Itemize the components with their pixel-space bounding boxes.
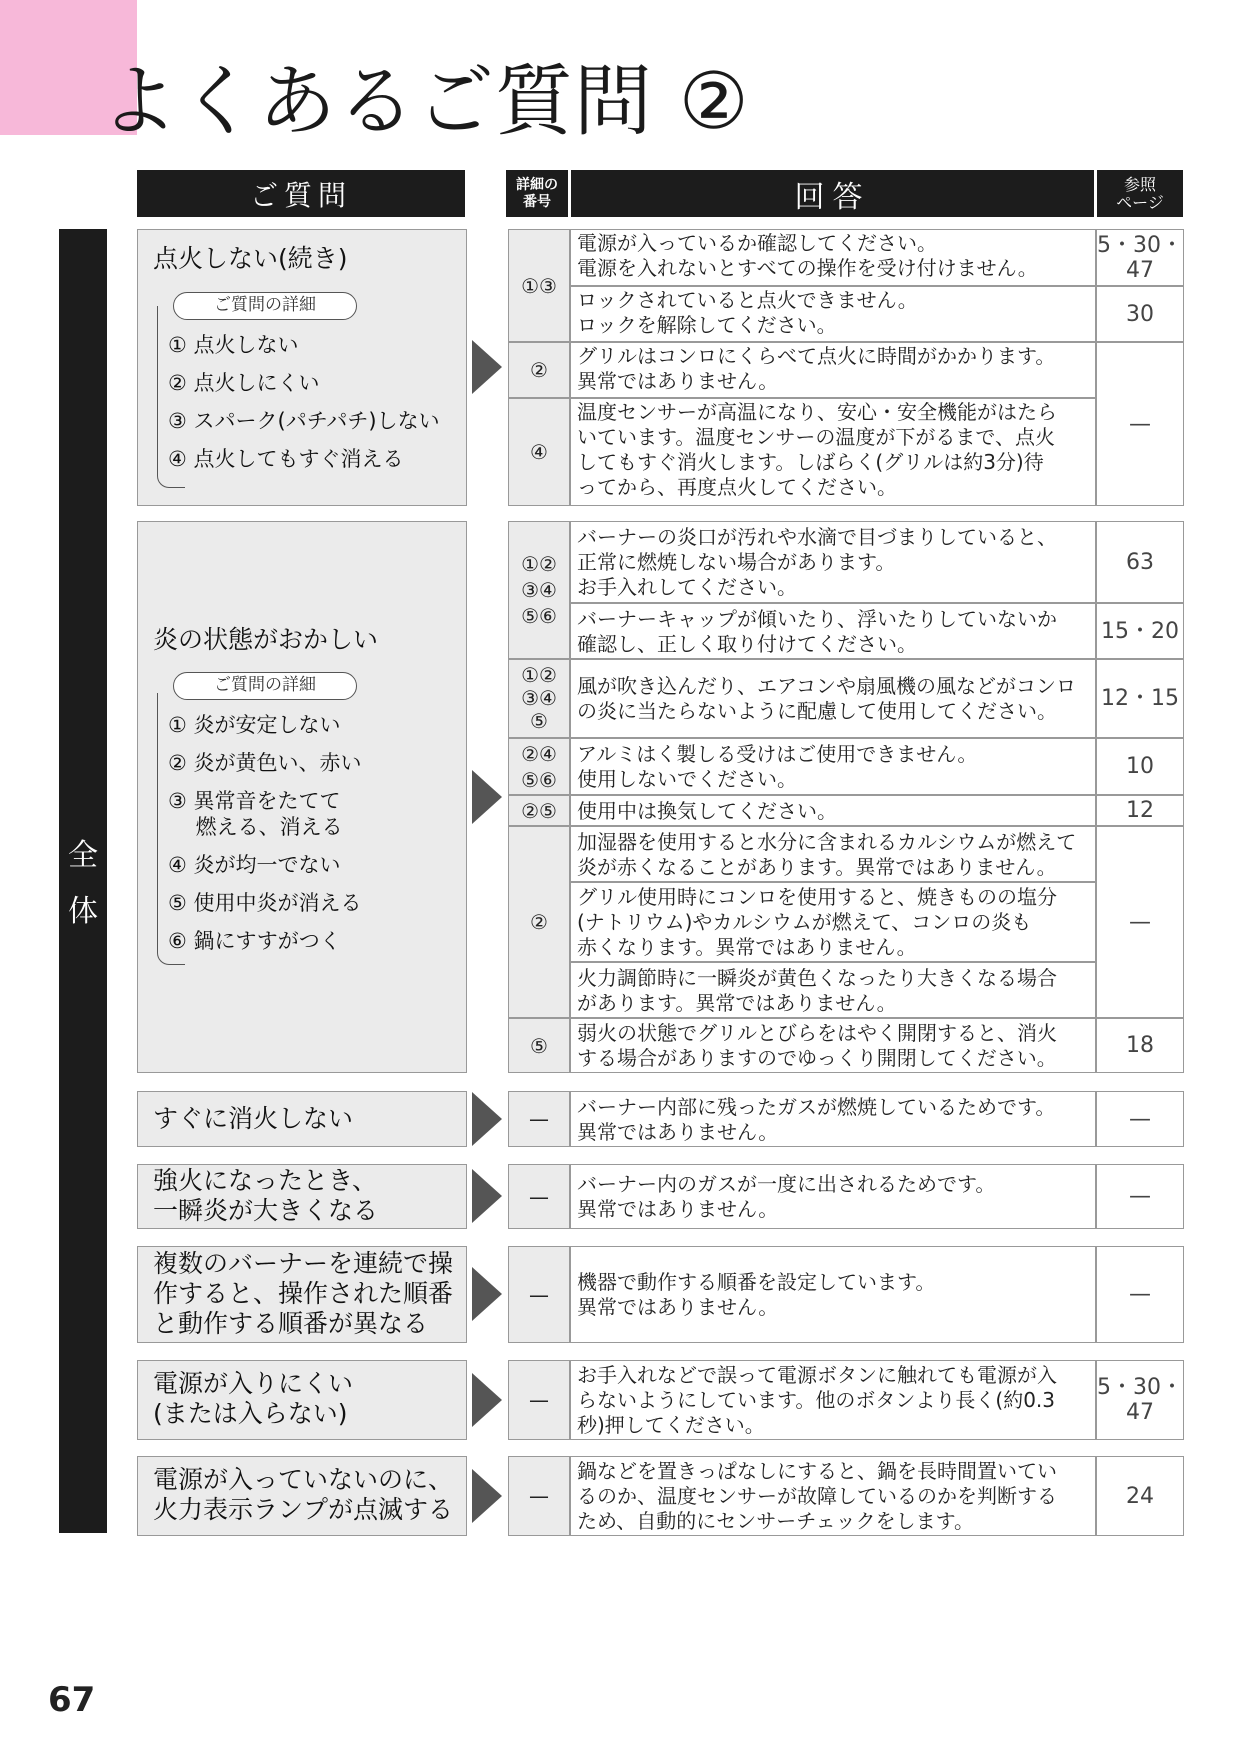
answer-cell: 弱火の状態でグリルとびらをはやく開閉すると、消火 する場合がありますのでゆっくり開閉してください。 — [570, 1018, 1096, 1073]
answer-cell: 火力調節時に一瞬炎が黄色くなったり大きくなる場合 があります。異常ではありません。 — [570, 962, 1096, 1018]
detail-number-cell: — — [508, 1456, 570, 1536]
answer-cell: バーナー内部に残ったガスが燃焼しているためです。 異常ではありません。 — [570, 1091, 1096, 1147]
answer-cell: バーナーキャップが傾いたり、浮いたりしていないか 確認し、正しく取り付けてください。 — [570, 603, 1096, 659]
ref-page-cell: — — [1096, 1164, 1184, 1229]
arrow-right-icon — [472, 1267, 502, 1321]
answer-cell: 鍋などを置きっぱなしにすると、鍋を長時間置いてい るのか、温度センサーが故障しているのかを判断する ため、自動的にセンサーチェックをします。 — [570, 1456, 1096, 1536]
answer-cell: 加湿器を使用すると水分に含まれるカルシウムが燃えて 炎が赤くなることがあります。異常ではありません。 — [570, 826, 1096, 882]
detail-item: ⑥ 鍋にすすがつく — [168, 929, 341, 953]
category-label: 全 体 — [68, 838, 98, 929]
detail-number-cell: ①② ③④ ⑤ — [508, 659, 570, 738]
ref-page-cell: 5・30・ 47 — [1096, 229, 1184, 286]
question-title: 点火しない(続き) — [153, 244, 348, 273]
answer-cell: 使用中は換気してください。 — [570, 795, 1096, 826]
question-title: すぐに消火しない — [153, 1104, 354, 1133]
header-detail-number: 詳細の 番号 — [506, 170, 568, 217]
arrow-right-icon — [472, 770, 502, 824]
answer-cell: 風が吹き込んだり、エアコンや扇風機の風などがコンロ の炎に当たらないように配慮して使用してください。 — [570, 659, 1096, 738]
answer-cell: ロックされていると点火できません。 ロックを解除してください。 — [570, 286, 1096, 342]
question-title: 炎の状態がおかしい — [153, 625, 379, 654]
ref-page-cell: 10 — [1096, 738, 1184, 795]
arrow-right-icon — [472, 1373, 502, 1427]
answer-cell: バーナーの炎口が汚れや水滴で目づまりしていると、 正常に燃焼しない場合があります。 お手入れしてください。 — [570, 521, 1096, 603]
ref-page-cell: — — [1096, 826, 1184, 1018]
detail-item: ⑤ 使用中炎が消える — [168, 891, 362, 915]
detail-number-cell: — — [508, 1091, 570, 1147]
question-title: 電源が入りにくい (または入らない) — [153, 1369, 354, 1428]
answer-cell: グリルはコンロにくらべて点火に時間がかかります。 異常ではありません。 — [570, 342, 1096, 398]
ref-page-cell: 24 — [1096, 1456, 1184, 1536]
ref-page-cell: 5・30・ 47 — [1096, 1360, 1184, 1440]
ref-page-cell: 63 — [1096, 521, 1184, 603]
ref-page-cell: 30 — [1096, 286, 1184, 342]
page-number: 67 — [48, 1680, 96, 1720]
detail-number-cell: ②④ ⑤⑥ — [508, 738, 570, 795]
answer-cell: 温度センサーが高温になり、安心・安全機能がはたら いています。温度センサーの温度が下がるまで、点火 してもすぐ消火します。しばらく(グリルは約3分)待 ってから、再度点火してください。 — [570, 398, 1096, 506]
page-title: よくあるご質問 ② — [100, 57, 750, 147]
question-title: 電源が入っていないのに、 火力表示ランプが点滅する — [153, 1465, 454, 1524]
detail-pill: ご質問の詳細 — [173, 672, 357, 700]
ref-page-cell: 15・20 — [1096, 603, 1184, 659]
detail-item: ④ 点火してもすぐ消える — [168, 447, 404, 471]
arrow-right-icon — [472, 340, 502, 394]
answer-cell: 機器で動作する順番を設定しています。 異常ではありません。 — [570, 1246, 1096, 1343]
detail-number-cell: — — [508, 1246, 570, 1343]
ref-page-cell: 18 — [1096, 1018, 1184, 1073]
ref-page-cell: — — [1096, 1246, 1184, 1343]
detail-number-cell: ①③ — [508, 229, 570, 342]
ref-page-cell: 12・15 — [1096, 659, 1184, 738]
detail-item: ④ 炎が均一でない — [168, 853, 341, 877]
header-question: ご質問 — [137, 170, 465, 217]
detail-item: ① 炎が安定しない — [168, 713, 341, 737]
ref-page-cell: 12 — [1096, 795, 1184, 826]
detail-number-cell: ② — [508, 342, 570, 398]
detail-item: ② 炎が黄色い、赤い — [168, 751, 362, 775]
detail-number-cell: ④ — [508, 398, 570, 506]
arrow-right-icon — [472, 1092, 502, 1146]
ref-page-cell: — — [1096, 342, 1184, 506]
header-answer: 回答 — [571, 170, 1094, 217]
arrow-right-icon — [472, 1469, 502, 1523]
detail-number-cell: ② — [508, 826, 570, 1018]
detail-number-cell: — — [508, 1164, 570, 1229]
question-title: 強火になったとき、 一瞬炎が大きくなる — [153, 1166, 379, 1225]
detail-number-cell: — — [508, 1360, 570, 1440]
answer-cell: グリル使用時にコンロを使用すると、焼きものの塩分 (ナトリウム)やカルシウムが燃えて、コンロの炎も 赤くなります。異常ではありません。 — [570, 882, 1096, 962]
ref-page-cell: — — [1096, 1091, 1184, 1147]
detail-item: ② 点火しにくい — [168, 371, 320, 395]
answer-cell: バーナー内のガスが一度に出されるためです。 異常ではありません。 — [570, 1164, 1096, 1229]
arrow-right-icon — [472, 1169, 502, 1223]
detail-number-cell: ⑤ — [508, 1018, 570, 1073]
answer-cell: アルミはく製しる受けはご使用できません。 使用しないでください。 — [570, 738, 1096, 795]
detail-number-cell: ①② ③④ ⑤⑥ — [508, 521, 570, 659]
question-title: 複数のバーナーを連続で操 作すると、操作された順番 と動作する順番が異なる — [153, 1249, 454, 1338]
detail-item: ① 点火しない — [168, 333, 299, 357]
detail-item: ③ 異常音をたてて 燃える、消える — [168, 789, 343, 839]
header-ref-page: 参照 ページ — [1097, 170, 1183, 217]
answer-cell: お手入れなどで誤って電源ボタンに触れても電源が入 らないようにしています。他のボタンより長く(約0.3 秒)押してください。 — [570, 1360, 1096, 1440]
detail-pill: ご質問の詳細 — [173, 292, 357, 320]
detail-item: ③ スパーク(パチパチ)しない — [168, 409, 440, 433]
detail-number-cell: ②⑤ — [508, 795, 570, 826]
answer-cell: 電源が入っているか確認してください。 電源を入れないとすべての操作を受け付けません。 — [570, 229, 1096, 286]
